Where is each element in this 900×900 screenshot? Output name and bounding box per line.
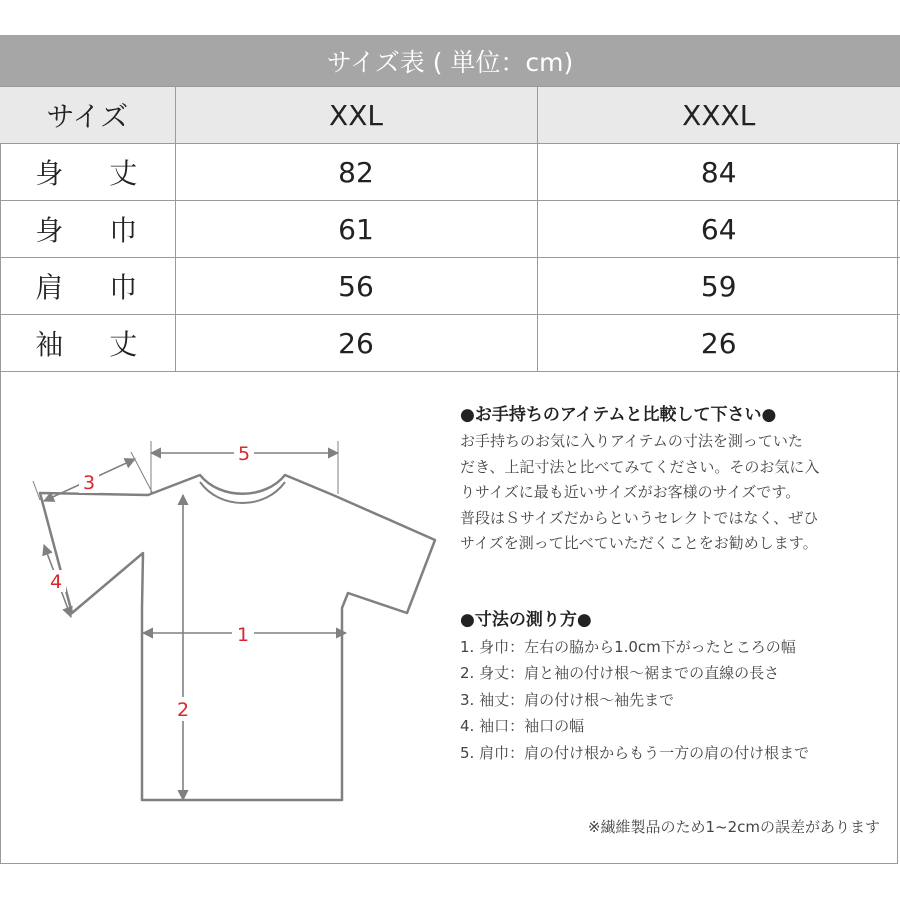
compare-paragraph: [460, 429, 890, 557]
tolerance-note: ※繊維製品のため1~2cmの誤差があります: [587, 818, 880, 836]
marker-4-label: 4: [49, 571, 63, 593]
list-item: 4. 袖口：袖口の幅: [460, 717, 585, 735]
cell-value: 26: [175, 315, 537, 372]
marker-2-label: 2: [176, 699, 190, 721]
size-table: [0, 86, 900, 372]
row-label: 袖 丈: [0, 315, 175, 372]
table-row: [0, 201, 900, 258]
marker-3-label: 3: [82, 472, 96, 494]
size-chart-title: サイズ表 ( 単位：cm): [0, 35, 900, 86]
row-label: 肩 巾: [0, 258, 175, 315]
list-item: 3. 袖丈：肩の付け根～袖先まで: [460, 690, 675, 709]
cell-value: 64: [537, 201, 900, 258]
compare-line: だき、上記寸法と比べてみてください。そのお気に入: [460, 457, 820, 476]
marker-1-label: 1: [236, 624, 250, 646]
header-xxl: XXL: [175, 87, 537, 144]
list-item: 5. 肩巾：肩の付け根からもう一方の肩の付け根まで: [460, 743, 810, 762]
info-panel: [460, 400, 890, 766]
cell-value: 59: [537, 258, 900, 315]
compare-line: お手持ちのお気に入りアイテムの寸法を測っていた: [460, 432, 803, 450]
compare-heading: ●お手持ちのアイテムと比較して下さい●: [460, 405, 777, 425]
table-row: [0, 315, 900, 372]
table-header-row: [0, 87, 900, 144]
compare-line: 普段はＳサイズだからというセレクトではなく、ぜひ: [460, 508, 819, 527]
list-item: 1. 身巾：左右の脇から1.0cm下がったところの幅: [460, 637, 796, 656]
tshirt-measurement-diagram: [20, 425, 450, 825]
howto-heading: ●寸法の測り方●: [460, 609, 592, 630]
header-xxxl: XXXL: [537, 87, 900, 144]
cell-value: 61: [175, 201, 537, 258]
list-item: 2. 身丈：肩と袖の付け根～裾までの直線の長さ: [460, 664, 780, 682]
howto-list: [460, 634, 890, 767]
table-row: [0, 144, 900, 201]
row-label: 身 丈: [0, 144, 175, 201]
marker-5-label: 5: [237, 443, 251, 465]
cell-value: 26: [537, 315, 900, 372]
cell-value: 56: [175, 258, 537, 315]
table-row: [0, 258, 900, 315]
compare-line: りサイズに最も近いサイズがお客様のサイズです。: [460, 483, 801, 501]
header-size-label: サイズ: [0, 87, 175, 144]
cell-value: 82: [175, 144, 537, 201]
row-label: 身 巾: [0, 201, 175, 258]
cell-value: 84: [537, 144, 900, 201]
compare-line: サイズを測って比べていただくことをお勧めします。: [460, 534, 818, 552]
